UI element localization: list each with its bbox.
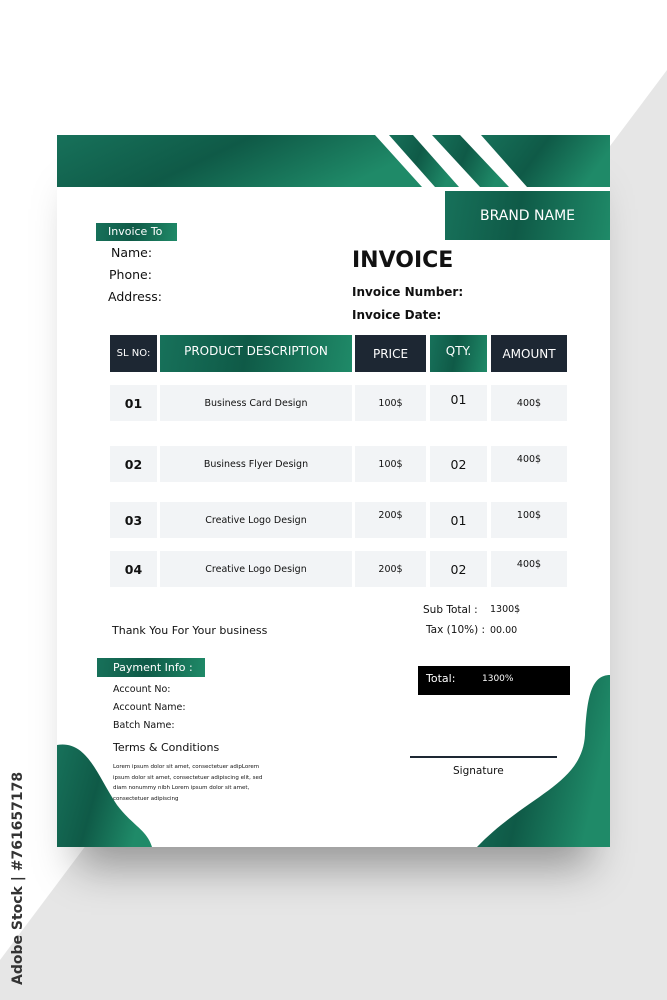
- invoice-to-label: Invoice To: [96, 223, 177, 241]
- invoice-title: INVOICE: [352, 248, 454, 273]
- account-name-label: Account Name:: [113, 702, 186, 713]
- row-amount: 400$: [491, 446, 567, 482]
- brand-name: BRAND NAME: [445, 191, 610, 240]
- row-price: 200$: [355, 502, 426, 538]
- header-price: PRICE: [355, 335, 426, 372]
- signature-label: Signature: [453, 765, 504, 777]
- row-qty: 01: [430, 502, 487, 538]
- row-desc: Creative Logo Design: [160, 502, 352, 538]
- total-value: 1300%: [482, 674, 514, 684]
- terms-title: Terms & Conditions: [113, 741, 220, 754]
- row-price: 100$: [355, 446, 426, 482]
- thank-you-text: Thank You For Your business: [112, 624, 268, 637]
- row-desc: Business Flyer Design: [160, 446, 352, 482]
- phone-label: Phone:: [109, 267, 152, 282]
- batch-name-label: Batch Name:: [113, 720, 175, 731]
- subtotal-value: 1300$: [490, 604, 521, 615]
- row-amount: 100$: [491, 502, 567, 538]
- subtotal-label: Sub Total :: [423, 604, 478, 616]
- tax-label: Tax (10%) :: [426, 624, 486, 636]
- row-qty: 02: [430, 551, 487, 587]
- header-qty: QTY.: [430, 335, 487, 372]
- row-desc: Business Card Design: [160, 385, 352, 421]
- stock-id-watermark: Adobe Stock | #761657178: [10, 771, 26, 985]
- total-box: [418, 666, 570, 695]
- header-description: PRODUCT DESCRIPTION: [160, 335, 352, 372]
- header-sl-no: SL NO:: [110, 335, 157, 372]
- row-qty: 01: [430, 385, 487, 421]
- row-sl: 03: [110, 502, 157, 538]
- invoice-number-label: Invoice Number:: [352, 285, 464, 299]
- row-amount: 400$: [491, 385, 567, 421]
- signature-line: [410, 756, 557, 758]
- row-qty: 02: [430, 446, 487, 482]
- row-desc: Creative Logo Design: [160, 551, 352, 587]
- row-sl: 04: [110, 551, 157, 587]
- header-amount: AMOUNT: [491, 335, 567, 372]
- row-sl: 02: [110, 446, 157, 482]
- row-sl: 01: [110, 385, 157, 421]
- row-price: 200$: [355, 551, 426, 587]
- account-no-label: Account No:: [113, 684, 171, 695]
- invoice-page: [57, 135, 610, 847]
- row-price: 100$: [355, 385, 426, 421]
- name-label: Name:: [111, 245, 153, 260]
- terms-body: Lorem ipsum dolor sit amet, consectetuer adipLorem ipsum dolor sit amet, consectetuer adipiscing elit, sed diam nonummy nibh Lorem ipsum dolor sit amet, consectetuer adipiscing: [113, 764, 263, 802]
- row-amount: 400$: [491, 551, 567, 587]
- total-label: Total:: [426, 672, 456, 685]
- tax-value: 00.00: [490, 625, 518, 636]
- payment-info-label: Payment Info :: [97, 658, 205, 677]
- invoice-date-label: Invoice Date:: [352, 308, 442, 322]
- address-label: Address:: [108, 289, 162, 304]
